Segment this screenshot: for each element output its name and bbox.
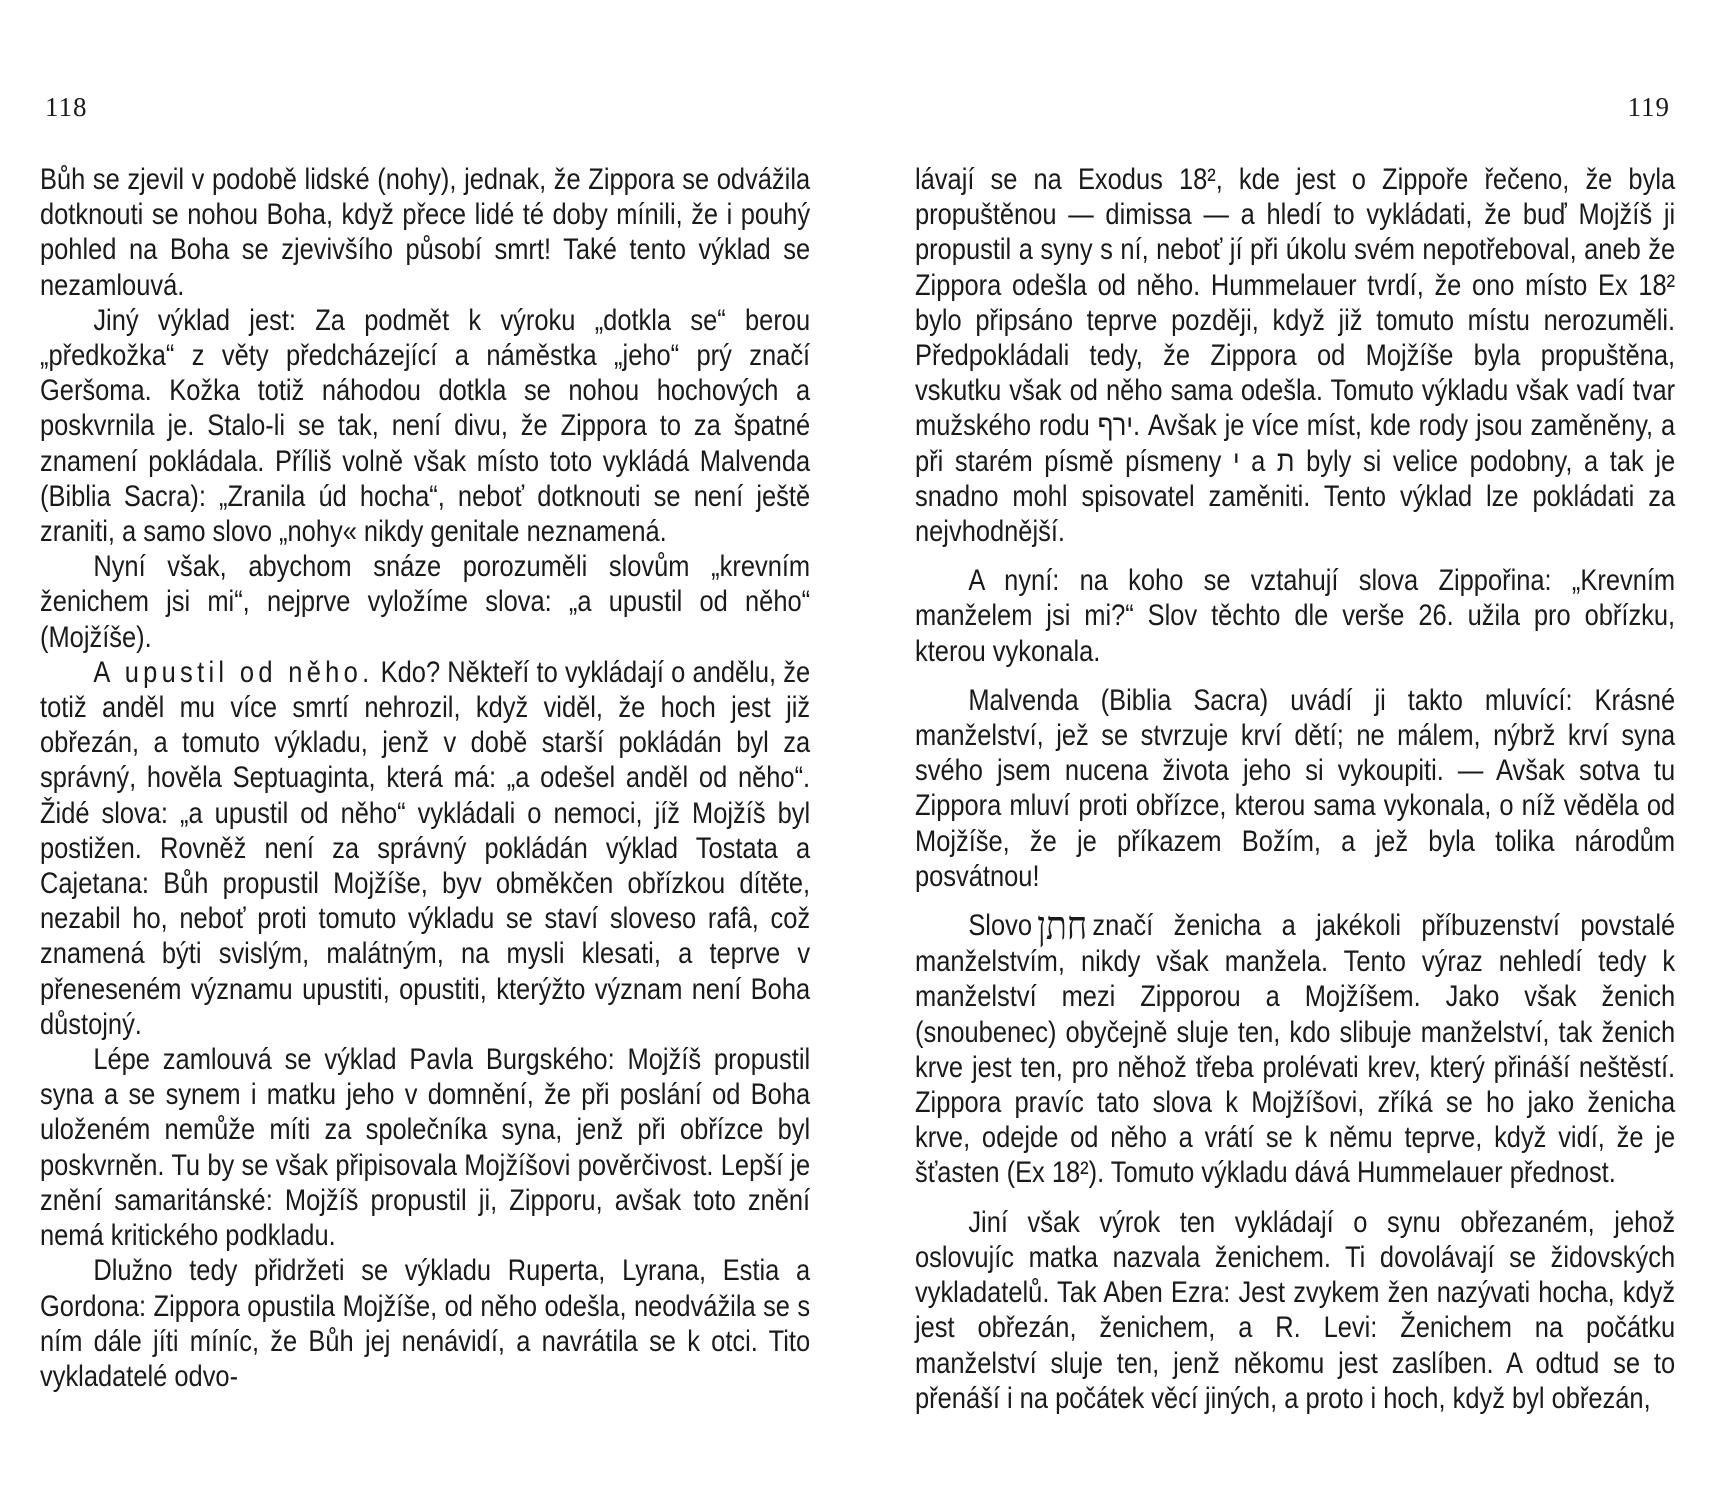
paragraph-body: značí ženicha a jakékoli příbuzenství povstalé manželstvím, nikdy však manžela. Tento výraz nehledí tedy k manželství mezi Zipporou a Mojžíšem. Jako však ženich (snoubenec) obyčejně sluje ten, kdo slibuje manželství, tak ženich krve jest ten, pro něhož třeba prolévati krev, který přináší neštěstí. Zippora pravíc tato slova k Mojžíšovi, zříká se ho jako ženicha krve, odejde od něho a vrátí se k němu teprve, když vidí, že je šťasten (Ex 18²). Tomuto výkladu dává Hummelauer přednost.: [915, 909, 1676, 1190]
paragraph: Jiní však výrok ten vykládají o synu obřezaném, jehož oslovujíc matka nazvala ženichem. Ti dovolávají se židovských vykladatelů. Tak Aben Ezra: Jest zvykem žen nazývati hocha, když jest obřezán, ženichem, a R. Levi: Ženichem na počátku manželství sluje ten, jenž někomu jest zaslíben. A odtud se to přenáší i na počátek věcí jiných, a proto i hoch, když byl obřezán,: [915, 1205, 1676, 1415]
paragraph: Nyní však, abychom snáze porozuměli slovům „krevním ženichem jsi mi“, nejprve vyložíme slova: „a upustil od něho“ (Mojžíše).: [40, 550, 811, 654]
left-page-text: [40, 162, 810, 1394]
paragraph-lead: Slovo: [968, 909, 1032, 943]
hebrew-word: חתן: [1037, 903, 1088, 950]
paragraph: Dlužno tedy přidržeti se výkladu Ruperta, Lyrana, Estia a Gordona: Zippora opustila Mojžíše, od něho odešla, neodvážila se s ním dále jíti míníc, že Bůh jej nenávidí, a navrátila se k otci. Tito vykladatelé odvo-: [40, 1254, 811, 1393]
paragraph: lávají se na Exodus 18², kde jest o Zippoře řečeno, že byla propuštěnou — dimissa — a hledí to vykládati, že buď Mojžíš ji propustil a syny s ní, neboť jí při úkolu svém nepotřeboval, aneb že Zippora odešla od něho. Hummelauer tvrdí, že ono místo Ex 18² bylo připsáno teprve později, když již tomuto místu nerozuměli. Předpokládali tedy, že Zippora od Mojžíše byla propuštěna, vskutku však od něho sama odešla. Tomuto výkladu však vadí tvar mužského rodu ירף. Avšak je více míst, kde rody jsou zaměněny, a při starém písmě písmeny י a ת byly si velice podobny, a tak je snadno mohl spisovatel zaměniti. Tento výklad lze pokládati za nejvhodnější.: [915, 163, 1676, 549]
spaced-heading: A upustil od něho.: [93, 655, 374, 689]
right-page: [915, 0, 1675, 1500]
page-number: 118: [45, 92, 88, 122]
page-number: 119: [1627, 92, 1670, 122]
paragraph: [915, 903, 1676, 1191]
paragraph: A nyní: na koho se vztahují slova Zippořina: „Krevním manželem jsi mi?“ Slov těchto dle verše 26. užila pro obřízku, kterou vykonala.: [915, 564, 1676, 668]
left-page: [40, 0, 810, 1500]
paragraph: Bůh se zjevil v podobě lidské (nohy), jednak, že Zippora se odvážila dotknouti se nohou Boha, když přece lidé té doby mínili, že i pouhý pohled na Boha se zjevivšího působí smrt! Také tento výklad se nezamlouvá.: [40, 163, 811, 302]
paragraph-body: Kdo? Někteří to vykládají o andělu, že totiž anděl mu více smrtí nehrozil, když viděl, že hoch jest již obřezán, a tomuto výkladu, jenž v době starší pokládán byl za správný, hověla Septuaginta, která má: „a odešel anděl od něho“. Židé slova: „a upustil od něho“ vykládali o nemoci, jíž Mojžíš byl postižen. Rovněž není za správný pokládán výklad Tostata a Cajetana: Bůh propustil Mojžíše, byv obměkčen obřízkou dítěte, nezabil ho, neboť proti tomuto výkladu se staví sloveso rafâ, což znamená býti svislým, malátným, na mysli klesati, a teprve v přeneseném významu upustiti, opustiti, kterýžto význam není Boha důstojný.: [40, 655, 811, 1041]
paragraph: [40, 655, 810, 1042]
right-page-text: [915, 162, 1675, 1416]
paragraph: Lépe zamlouvá se výklad Pavla Burgského: Mojžíš propustil syna a se synem i matku jeho v domnění, že při poslání od Boha uloženém nemůže míti za společníka syna, jenž při obřízce byl poskvrněn. Tu by se však připisovala Mojžíšovi pověrčivost. Lepší je znění samaritánské: Mojžíš propustil ji, Zipporu, avšak toto znění nemá kritického podkladu.: [40, 1043, 811, 1253]
paragraph: Jiný výklad jest: Za podmět k výroku „dotkla se“ berou „předkožka“ z věty předcházející a náměstka „jeho“ prý značí Geršoma. Kožka totiž náhodou dotkla se nohou hochových a poskvrnila je. Stalo-li se tak, není divu, že Zippora to za špatné znamení pokládala. Příliš volně však místo toto vykládá Malvenda (Biblia Sacra): „Zranila úd hocha“, neboť dotknouti se není ještě zraniti, a samo slovo „nohy« nikdy genitale neznamená.: [40, 303, 811, 549]
paragraph: Malvenda (Biblia Sacra) uvádí ji takto mluvící: Krásné manželství, jež se stvrzuje krví dětí; ne málem, nýbrž krví syna svého jsem nucena života jeho si vykoupiti. — Avšak sotva tu Zippora mluví proti obřízce, kterou sama vykonala, o níž věděla od Mojžíše, že je příkazem Božím, a jež byla tolika národům posvátnou!: [915, 683, 1676, 893]
